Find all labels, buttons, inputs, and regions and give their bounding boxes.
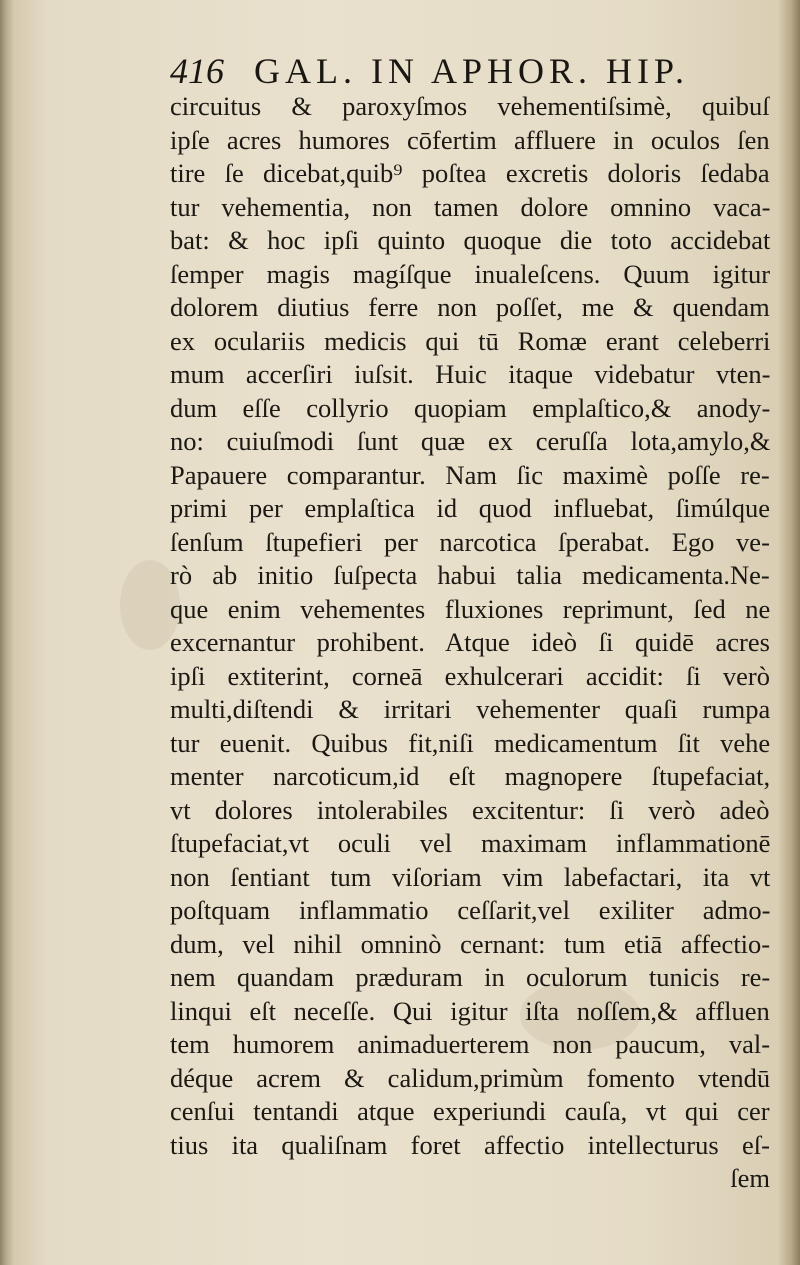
text-line-content: ſenſum ſtupefieri per narcotica ſperabat. Ego ve- [170, 526, 770, 557]
text-line-content: tire ſe dicebat,quib⁹ poſtea excretis doloris ſedaba [170, 158, 770, 188]
text-line [170, 559, 770, 593]
text-line [170, 425, 770, 459]
text-line-content: déque acrem & calidum,primùm fomento vtendū [170, 1062, 770, 1093]
text-line-content: excernantur prohibent. Atque ideò ſi quidē acres [170, 627, 770, 657]
text-line-content: poſtquam inflammatio ceſſarit,vel exiliter admo- [170, 895, 770, 925]
text-line-content: tur euenit. Quibus fit,niſi medicamentum ſit vehe [170, 727, 770, 758]
text-line-content: nem quandam præduram in oculorum tunicis re- [170, 962, 770, 992]
text-line [170, 90, 770, 124]
text-line [170, 794, 770, 828]
text-line [170, 291, 770, 325]
text-line [170, 392, 770, 426]
text-line-content: mum accerſiri iuſsit. Huic itaque videbatur vten- [170, 359, 770, 389]
text-line-content: rò ab initio ſuſpecta habui talia medicamenta.Ne- [170, 560, 770, 590]
text-line [170, 157, 770, 191]
text-line-content: dum eſſe collyrio quopiam emplaſtico,& anody- [170, 392, 770, 423]
text-line-content: bat: & hoc ipſi quinto quoque die toto accidebat [170, 225, 770, 255]
text-line [170, 325, 770, 359]
text-line [170, 626, 770, 660]
text-line-content: primi per emplaſtica id quod influebat, ſimúlque [170, 493, 770, 523]
text-line [170, 1095, 770, 1129]
running-header [170, 50, 770, 92]
text-line-content: no: cuiuſmodi ſunt quæ ex ceruſſa lota,amylo,& [170, 426, 770, 456]
text-line-content: dum, vel nihil omninò cernant: tum etiā affectio- [170, 928, 770, 959]
text-line [170, 928, 770, 962]
text-line-content: ſemper magis magíſque inualeſcens. Quum igitur [170, 258, 770, 289]
running-title: GAL. IN APHOR. HIP. [254, 51, 690, 91]
text-line-content: tur vehementia, non tamen dolore omnino vaca- [170, 191, 770, 222]
text-line [170, 861, 770, 895]
text-line [170, 1062, 770, 1096]
text-line [170, 526, 770, 560]
text-line [170, 961, 770, 995]
text-line [170, 224, 770, 258]
text-line [170, 124, 770, 158]
text-line-content: linqui eſt neceſſe. Qui igitur iſta noſſem,& affluen [170, 995, 770, 1026]
page-edge [778, 0, 800, 1265]
text-line-content: dolorem diutius ferre non poſſet, me & quendam [170, 292, 770, 322]
text-line-content: ex oculariis medicis qui tū Romæ erant celeberri [170, 325, 770, 356]
text-line-content: menter narcoticum,id eſt magnopere ſtupefaciat, [170, 761, 770, 791]
text-line-content: vt dolores intolerabiles excitentur: ſi verò adeò [170, 794, 770, 825]
text-line-content: multi,diſtendi & irritari vehementer quaſi rumpa [170, 694, 770, 724]
page-number: 416 [170, 51, 224, 91]
text-line [170, 1028, 770, 1062]
text-line-content: ipſe acres humores cōfertim affluere in oculos ſen [170, 124, 770, 155]
catchword-line [170, 1162, 770, 1196]
text-line [170, 358, 770, 392]
text-line [170, 492, 770, 526]
text-line [170, 459, 770, 493]
catchword: ſem [730, 1163, 770, 1193]
text-line-content: que enim vehementes fluxiones reprimunt, ſed ne [170, 593, 770, 624]
text-line-content: tius ita qualiſnam foret affectio intellecturus eſ- [170, 1129, 770, 1160]
text-line-content: circuitus & paroxyſmos vehementiſsimè, quibuſ [170, 91, 770, 121]
text-line [170, 1129, 770, 1163]
text-line [170, 760, 770, 794]
text-line-content: non ſentiant tum viſoriam vim labefactari, ita vt [170, 861, 770, 892]
text-line [170, 693, 770, 727]
text-line-content: ſtupefaciat,vt oculi vel maximam inflammationē [170, 828, 770, 858]
text-line [170, 593, 770, 627]
text-line-content: tem humorem animaduerterem non paucum, val- [170, 1029, 770, 1059]
text-line [170, 995, 770, 1029]
text-line [170, 727, 770, 761]
body-text [170, 90, 770, 1196]
text-line [170, 191, 770, 225]
text-line-content: cenſui tentandi atque experiundi cauſa, vt qui cer [170, 1096, 770, 1126]
text-line [170, 894, 770, 928]
text-line [170, 660, 770, 694]
binding-shadow [0, 0, 14, 1265]
text-line [170, 827, 770, 861]
text-line-content: Papauere comparantur. Nam ſic maximè poſſe re- [170, 459, 770, 490]
text-line-content: ipſi extiterint, corneā exhulcerari accidit: ſi verò [170, 660, 770, 691]
text-line [170, 258, 770, 292]
